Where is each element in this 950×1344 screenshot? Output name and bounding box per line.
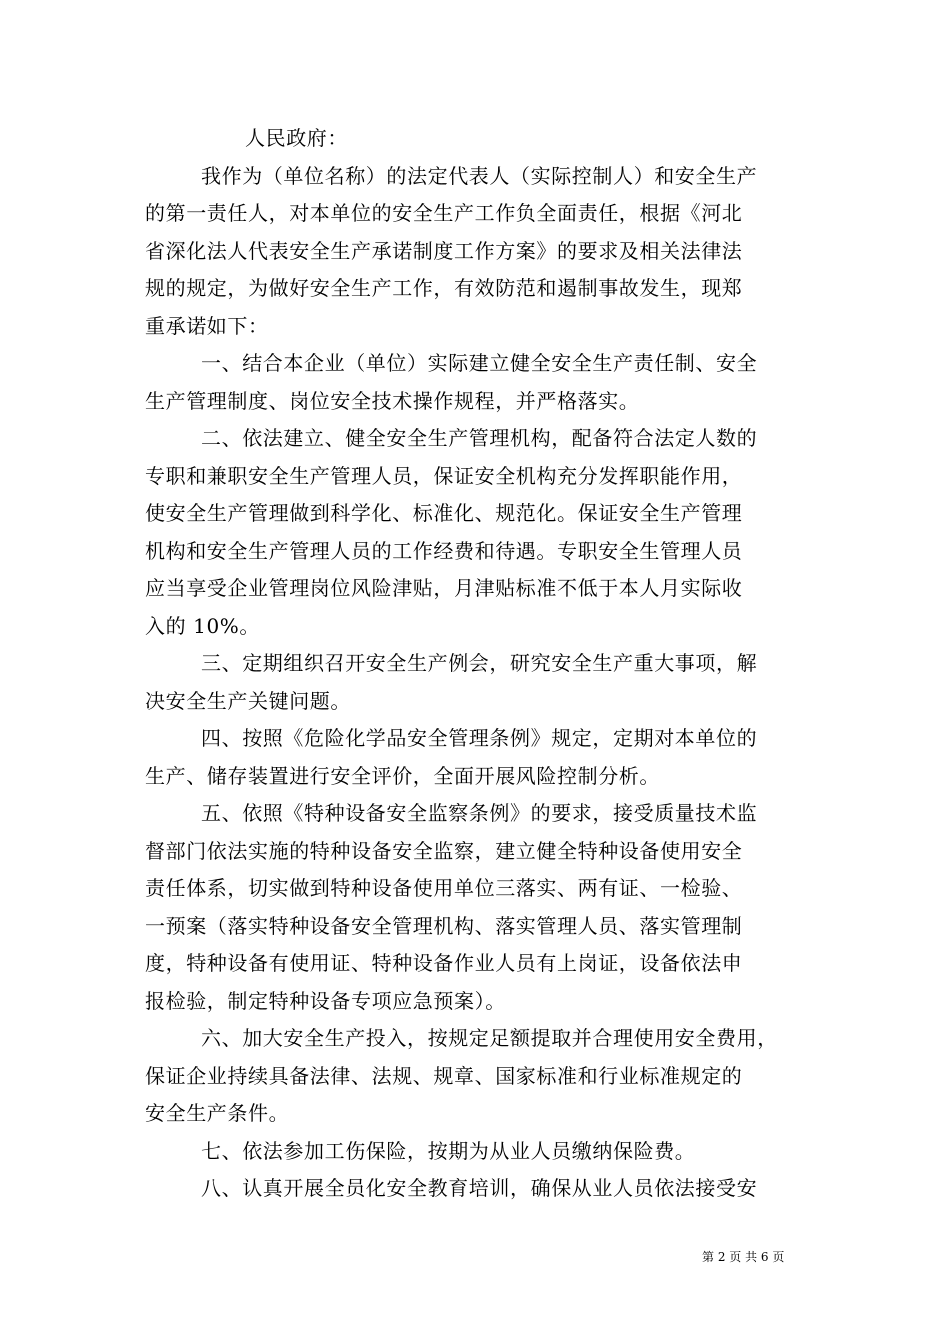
paragraph-lines (145, 158, 810, 1208)
text-line: 二、依法建立、健全安全生产管理机构，配备符合法定人数的 (201, 426, 758, 450)
text-line: 机构和安全生产管理人员的工作经费和待遇。专职安全生管理人员 (145, 538, 743, 563)
text-line: 督部门依法实施的特种设备安全监察，建立健全特种设备使用安全 (145, 838, 743, 863)
text-line: 专职和兼职安全生产管理人员，保证安全机构充分发挥职能作用， (145, 463, 743, 488)
text-line: 七、依法参加工伤保险，按期为从业人员缴纳保险费。 (201, 1138, 696, 1163)
text-line: 责任体系，切实做到特种设备使用单位三落实、两有证、一检验、 (145, 876, 743, 900)
text-line: 生产、储存装置进行安全评价，全面开展风险控制分析。 (145, 763, 660, 788)
text-line: 省深化法人代表安全生产承诺制度工作方案》的要求及相关法律法 (145, 238, 743, 263)
text-line: 四、按照《危险化学品安全管理条例》规定，定期对本单位的 (201, 726, 758, 750)
salutation: 人民政府： (245, 126, 348, 150)
text-line: 三、定期组织召开安全生产例会，研究安全生产重大事项，解 (201, 651, 758, 675)
text-line: 八、认真开展全员化安全教育培训，确保从业人员依法接受安 (201, 1176, 758, 1200)
text-line: 报检验，制定特种设备专项应急预案）。 (145, 988, 506, 1013)
text-line: 决安全生产关键问题。 (145, 688, 351, 713)
document-body (145, 120, 810, 1208)
text-line: 重承诺如下： (145, 313, 269, 338)
text-line: 入的 10%。 (145, 613, 261, 638)
page-number: 第 2 页 共 6 页 (702, 1250, 785, 1264)
text-line: 的第一责任人，对本单位的安全生产工作负全面责任，根据《河北 (145, 201, 743, 225)
text-line: 六、加大安全生产投入，按规定足额提取并合理使用安全费用， (201, 1026, 778, 1050)
text-line: 我作为（单位名称）的法定代表人（实际控制人）和安全生产 (201, 163, 758, 188)
text-line: 规的规定，为做好安全生产工作，有效防范和遏制事故发生，现郑 (145, 276, 743, 300)
text-line: 度，特种设备有使用证、特种设备作业人员有上岗证，设备依法申 (145, 951, 743, 975)
text-line: 生产管理制度、岗位安全技术操作规程，并严格落实。 (145, 388, 640, 413)
text-line: 保证企业持续具备法律、法规、规章、国家标准和行业标准规定的 (145, 1063, 743, 1088)
text-line: 一、结合本企业（单位）实际建立健全安全生产责任制、安全 (201, 351, 758, 375)
text-line: 使安全生产管理做到科学化、标准化、规范化。保证安全生产管理 (145, 501, 743, 525)
text-line: 应当享受企业管理岗位风险津贴，月津贴标准不低于本人月实际收 (145, 576, 743, 600)
text-line: 一预案（落实特种设备安全管理机构、落实管理人员、落实管理制 (145, 913, 743, 938)
text-line: 安全生产条件。 (145, 1101, 290, 1125)
text-line: 五、依照《特种设备安全监察条例》的要求，接受质量技术监 (201, 801, 758, 825)
